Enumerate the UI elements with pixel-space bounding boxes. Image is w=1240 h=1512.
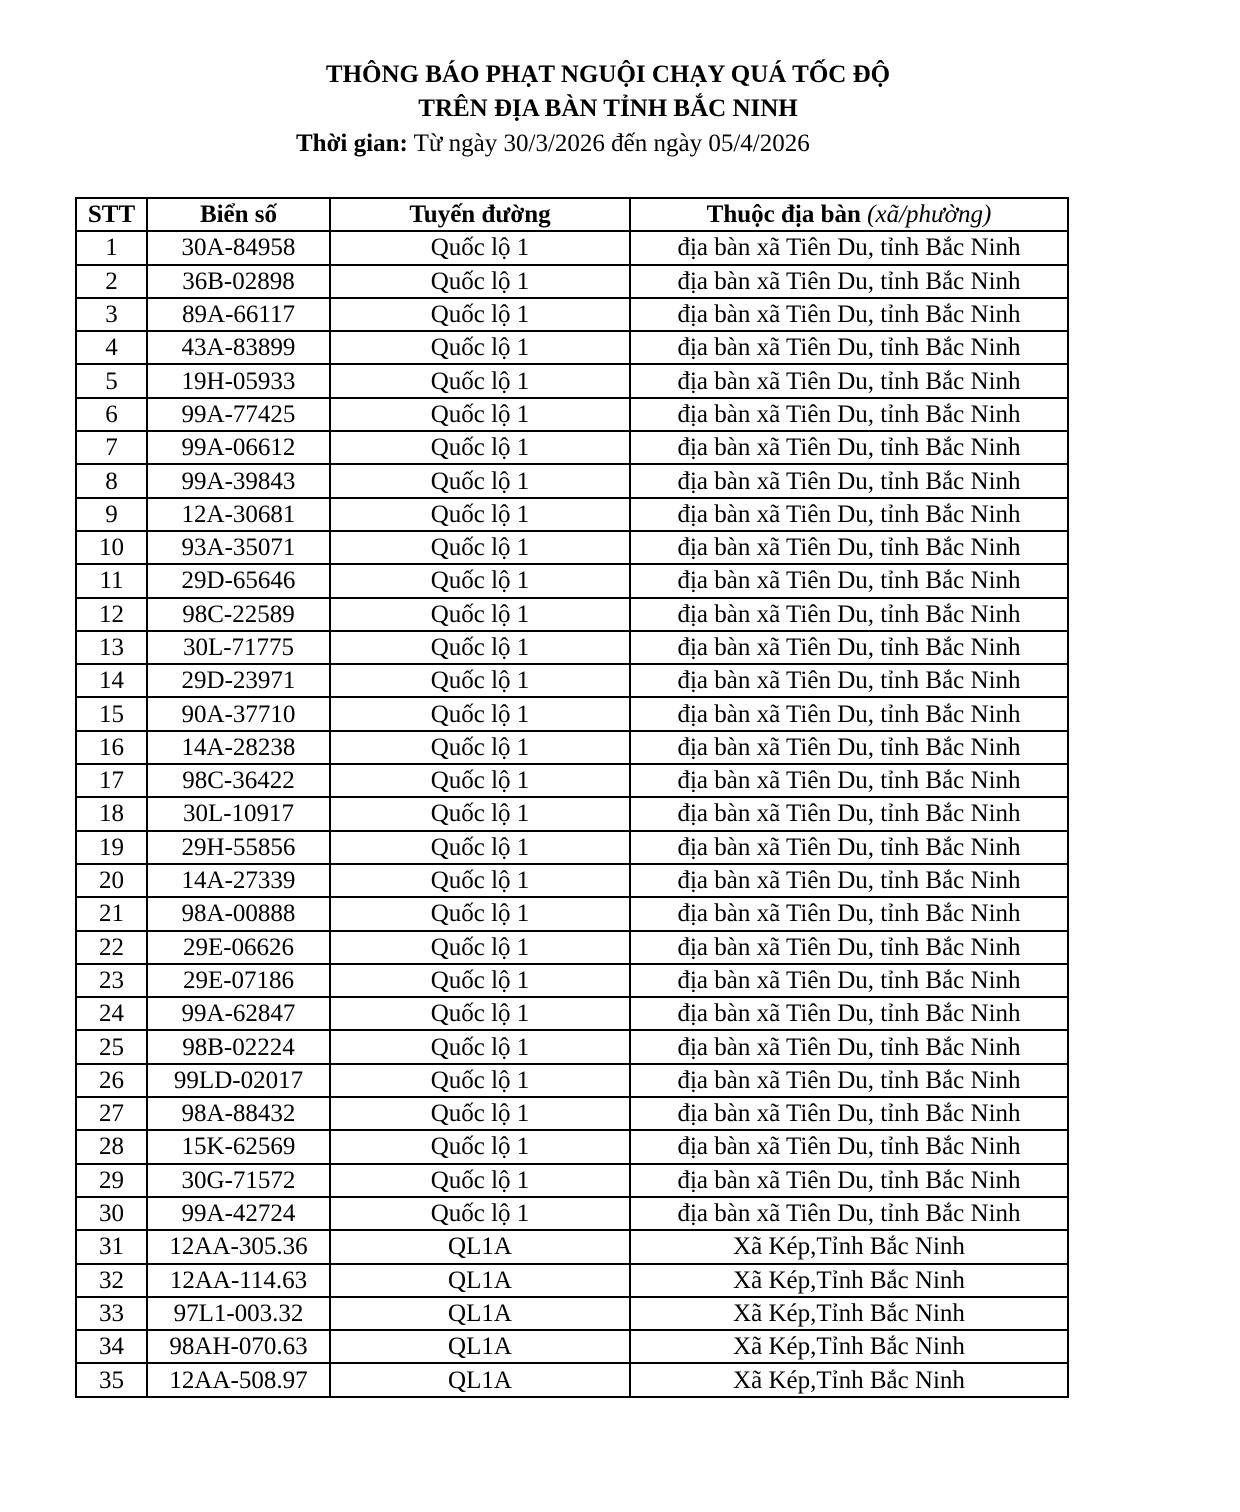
cell-area: địa bàn xã Tiên Du, tỉnh Bắc Ninh bbox=[630, 1197, 1068, 1230]
cell-area: Xã Kép,Tỉnh Bắc Ninh bbox=[630, 1363, 1068, 1396]
cell-route: QL1A bbox=[330, 1297, 630, 1330]
table-row bbox=[76, 764, 1068, 797]
cell-route: Quốc lộ 1 bbox=[330, 1197, 630, 1230]
cell-area: Xã Kép,Tỉnh Bắc Ninh bbox=[630, 1330, 1068, 1363]
cell-stt: 24 bbox=[76, 997, 147, 1030]
cell-stt: 19 bbox=[76, 831, 147, 864]
cell-stt: 9 bbox=[76, 498, 147, 531]
cell-route: Quốc lộ 1 bbox=[330, 398, 630, 431]
cell-stt: 10 bbox=[76, 531, 147, 564]
cell-area: Xã Kép,Tỉnh Bắc Ninh bbox=[630, 1264, 1068, 1297]
cell-route: Quốc lộ 1 bbox=[330, 764, 630, 797]
cell-stt: 23 bbox=[76, 964, 147, 997]
cell-route: Quốc lộ 1 bbox=[330, 897, 630, 930]
cell-area: địa bàn xã Tiên Du, tỉnh Bắc Ninh bbox=[630, 364, 1068, 397]
cell-plate: 15K-62569 bbox=[147, 1130, 330, 1163]
cell-plate: 29E-06626 bbox=[147, 931, 330, 964]
cell-plate: 90A-37710 bbox=[147, 697, 330, 730]
cell-route: Quốc lộ 1 bbox=[330, 1030, 630, 1063]
table-row bbox=[76, 1330, 1068, 1363]
cell-plate: 89A-66117 bbox=[147, 298, 330, 331]
time-label: Thời gian: bbox=[296, 130, 408, 157]
table-row bbox=[76, 697, 1068, 730]
cell-stt: 22 bbox=[76, 931, 147, 964]
cell-stt: 31 bbox=[76, 1230, 147, 1263]
column-header-plate: Biển số bbox=[147, 198, 330, 231]
cell-area: địa bàn xã Tiên Du, tỉnh Bắc Ninh bbox=[630, 1064, 1068, 1097]
cell-route: Quốc lộ 1 bbox=[330, 431, 630, 464]
table-row bbox=[76, 864, 1068, 897]
cell-area: địa bàn xã Tiên Du, tỉnh Bắc Ninh bbox=[630, 398, 1068, 431]
table-row bbox=[76, 831, 1068, 864]
cell-stt: 26 bbox=[76, 1064, 147, 1097]
cell-route: Quốc lộ 1 bbox=[330, 364, 630, 397]
cell-area: địa bàn xã Tiên Du, tỉnh Bắc Ninh bbox=[630, 464, 1068, 497]
cell-plate: 12AA-305.36 bbox=[147, 1230, 330, 1263]
cell-route: Quốc lộ 1 bbox=[330, 831, 630, 864]
cell-stt: 33 bbox=[76, 1297, 147, 1330]
cell-area: địa bàn xã Tiên Du, tỉnh Bắc Ninh bbox=[630, 598, 1068, 631]
table-row bbox=[76, 1264, 1068, 1297]
cell-area: địa bàn xã Tiên Du, tỉnh Bắc Ninh bbox=[630, 931, 1068, 964]
cell-stt: 13 bbox=[76, 631, 147, 664]
cell-area: địa bàn xã Tiên Du, tỉnh Bắc Ninh bbox=[630, 764, 1068, 797]
cell-route: Quốc lộ 1 bbox=[330, 265, 630, 298]
cell-route: Quốc lộ 1 bbox=[330, 498, 630, 531]
cell-area: địa bàn xã Tiên Du, tỉnh Bắc Ninh bbox=[630, 265, 1068, 298]
cell-plate: 99A-77425 bbox=[147, 398, 330, 431]
cell-route: Quốc lộ 1 bbox=[330, 731, 630, 764]
cell-area: địa bàn xã Tiên Du, tỉnh Bắc Ninh bbox=[630, 997, 1068, 1030]
cell-route: Quốc lộ 1 bbox=[330, 631, 630, 664]
column-header-area bbox=[630, 198, 1068, 231]
cell-plate: 36B-02898 bbox=[147, 265, 330, 298]
cell-area: địa bàn xã Tiên Du, tỉnh Bắc Ninh bbox=[630, 897, 1068, 930]
cell-area: địa bàn xã Tiên Du, tỉnh Bắc Ninh bbox=[630, 731, 1068, 764]
cell-stt: 6 bbox=[76, 398, 147, 431]
cell-route: QL1A bbox=[330, 1363, 630, 1396]
cell-area: địa bàn xã Tiên Du, tỉnh Bắc Ninh bbox=[630, 331, 1068, 364]
cell-plate: 93A-35071 bbox=[147, 531, 330, 564]
cell-route: Quốc lộ 1 bbox=[330, 231, 630, 264]
cell-plate: 98C-22589 bbox=[147, 598, 330, 631]
cell-plate: 98C-36422 bbox=[147, 764, 330, 797]
cell-stt: 25 bbox=[76, 1030, 147, 1063]
page-title: THÔNG BÁO PHẠT NGUỘI CHẠY QUÁ TỐC ĐỘ bbox=[325, 61, 891, 88]
cell-plate: 19H-05933 bbox=[147, 364, 330, 397]
cell-stt: 5 bbox=[76, 364, 147, 397]
cell-area: địa bàn xã Tiên Du, tỉnh Bắc Ninh bbox=[630, 231, 1068, 264]
column-header-area-note: (xã/phường) bbox=[867, 201, 992, 229]
column-header-stt: STT bbox=[76, 198, 147, 231]
cell-plate: 29D-65646 bbox=[147, 564, 330, 597]
cell-area: địa bàn xã Tiên Du, tỉnh Bắc Ninh bbox=[630, 1030, 1068, 1063]
table-row bbox=[76, 997, 1068, 1030]
cell-plate: 12AA-508.97 bbox=[147, 1363, 330, 1396]
cell-plate: 97L1-003.32 bbox=[147, 1297, 330, 1330]
cell-stt: 21 bbox=[76, 897, 147, 930]
cell-plate: 99A-39843 bbox=[147, 464, 330, 497]
cell-stt: 16 bbox=[76, 731, 147, 764]
table-row bbox=[76, 431, 1068, 464]
cell-plate: 30L-71775 bbox=[147, 631, 330, 664]
table-row bbox=[76, 265, 1068, 298]
cell-stt: 18 bbox=[76, 797, 147, 830]
column-header-area-label: Thuộc địa bàn bbox=[706, 201, 868, 229]
table-row bbox=[76, 964, 1068, 997]
cell-area: Xã Kép,Tỉnh Bắc Ninh bbox=[630, 1230, 1068, 1263]
table-row bbox=[76, 1097, 1068, 1130]
table-row bbox=[76, 531, 1068, 564]
cell-area: địa bàn xã Tiên Du, tỉnh Bắc Ninh bbox=[630, 797, 1068, 830]
cell-plate: 29H-55856 bbox=[147, 831, 330, 864]
cell-area: địa bàn xã Tiên Du, tỉnh Bắc Ninh bbox=[630, 864, 1068, 897]
cell-route: QL1A bbox=[330, 1330, 630, 1363]
cell-plate: 43A-83899 bbox=[147, 331, 330, 364]
cell-plate: 12A-30681 bbox=[147, 498, 330, 531]
cell-route: Quốc lộ 1 bbox=[330, 797, 630, 830]
cell-area: Xã Kép,Tỉnh Bắc Ninh bbox=[630, 1297, 1068, 1330]
cell-plate: 99A-42724 bbox=[147, 1197, 330, 1230]
cell-route: Quốc lộ 1 bbox=[330, 964, 630, 997]
cell-area: địa bàn xã Tiên Du, tỉnh Bắc Ninh bbox=[630, 298, 1068, 331]
cell-plate: 98A-88432 bbox=[147, 1097, 330, 1130]
cell-route: Quốc lộ 1 bbox=[330, 1164, 630, 1197]
table-row bbox=[76, 464, 1068, 497]
cell-area: địa bàn xã Tiên Du, tỉnh Bắc Ninh bbox=[630, 964, 1068, 997]
cell-area: địa bàn xã Tiên Du, tỉnh Bắc Ninh bbox=[630, 1164, 1068, 1197]
table-row bbox=[76, 364, 1068, 397]
table-row bbox=[76, 298, 1068, 331]
cell-area: địa bàn xã Tiên Du, tỉnh Bắc Ninh bbox=[630, 697, 1068, 730]
table-row bbox=[76, 231, 1068, 264]
time-range bbox=[296, 128, 810, 160]
cell-area: địa bàn xã Tiên Du, tỉnh Bắc Ninh bbox=[630, 498, 1068, 531]
cell-stt: 17 bbox=[76, 764, 147, 797]
cell-route: QL1A bbox=[330, 1230, 630, 1263]
cell-stt: 28 bbox=[76, 1130, 147, 1163]
table-body bbox=[76, 231, 1068, 1396]
table-row bbox=[76, 1197, 1068, 1230]
cell-stt: 14 bbox=[76, 664, 147, 697]
cell-route: Quốc lộ 1 bbox=[330, 664, 630, 697]
cell-route: Quốc lộ 1 bbox=[330, 864, 630, 897]
cell-stt: 20 bbox=[76, 864, 147, 897]
cell-area: địa bàn xã Tiên Du, tỉnh Bắc Ninh bbox=[630, 531, 1068, 564]
cell-stt: 12 bbox=[76, 598, 147, 631]
cell-stt: 30 bbox=[76, 1197, 147, 1230]
table-row bbox=[76, 498, 1068, 531]
cell-route: QL1A bbox=[330, 1264, 630, 1297]
cell-plate: 14A-28238 bbox=[147, 731, 330, 764]
cell-plate: 29D-23971 bbox=[147, 664, 330, 697]
time-value: Từ ngày 30/3/2026 đến ngày 05/4/2026 bbox=[407, 130, 810, 157]
cell-area: địa bàn xã Tiên Du, tỉnh Bắc Ninh bbox=[630, 631, 1068, 664]
cell-route: Quốc lộ 1 bbox=[330, 997, 630, 1030]
cell-stt: 32 bbox=[76, 1264, 147, 1297]
table-row bbox=[76, 1064, 1068, 1097]
table-row bbox=[76, 1297, 1068, 1330]
cell-stt: 15 bbox=[76, 697, 147, 730]
cell-stt: 4 bbox=[76, 331, 147, 364]
table-row bbox=[76, 1030, 1068, 1063]
cell-route: Quốc lộ 1 bbox=[330, 1130, 630, 1163]
cell-route: Quốc lộ 1 bbox=[330, 1097, 630, 1130]
cell-stt: 35 bbox=[76, 1363, 147, 1396]
cell-route: Quốc lộ 1 bbox=[330, 531, 630, 564]
cell-plate: 98B-02224 bbox=[147, 1030, 330, 1063]
table-row bbox=[76, 631, 1068, 664]
table-header-row bbox=[76, 198, 1068, 231]
cell-route: Quốc lộ 1 bbox=[330, 298, 630, 331]
cell-stt: 2 bbox=[76, 265, 147, 298]
cell-stt: 3 bbox=[76, 298, 147, 331]
cell-route: Quốc lộ 1 bbox=[330, 331, 630, 364]
table-row bbox=[76, 564, 1068, 597]
cell-stt: 27 bbox=[76, 1097, 147, 1130]
table-row bbox=[76, 797, 1068, 830]
cell-route: Quốc lộ 1 bbox=[330, 564, 630, 597]
table-row bbox=[76, 598, 1068, 631]
cell-stt: 11 bbox=[76, 564, 147, 597]
cell-stt: 1 bbox=[76, 231, 147, 264]
table-row bbox=[76, 1363, 1068, 1396]
table-row bbox=[76, 1230, 1068, 1263]
cell-plate: 30A-84958 bbox=[147, 231, 330, 264]
cell-stt: 8 bbox=[76, 464, 147, 497]
table-row bbox=[76, 398, 1068, 431]
column-header-route: Tuyến đường bbox=[330, 198, 630, 231]
table-row bbox=[76, 931, 1068, 964]
cell-area: địa bàn xã Tiên Du, tỉnh Bắc Ninh bbox=[630, 831, 1068, 864]
violations-table bbox=[75, 197, 1069, 1398]
cell-plate: 99LD-02017 bbox=[147, 1064, 330, 1097]
cell-plate: 29E-07186 bbox=[147, 964, 330, 997]
cell-area: địa bàn xã Tiên Du, tỉnh Bắc Ninh bbox=[630, 664, 1068, 697]
cell-area: địa bàn xã Tiên Du, tỉnh Bắc Ninh bbox=[630, 1097, 1068, 1130]
cell-route: Quốc lộ 1 bbox=[330, 464, 630, 497]
table-row bbox=[76, 897, 1068, 930]
cell-stt: 34 bbox=[76, 1330, 147, 1363]
cell-plate: 99A-06612 bbox=[147, 431, 330, 464]
table-row bbox=[76, 1130, 1068, 1163]
cell-area: địa bàn xã Tiên Du, tỉnh Bắc Ninh bbox=[630, 564, 1068, 597]
table-row bbox=[76, 331, 1068, 364]
cell-area: địa bàn xã Tiên Du, tỉnh Bắc Ninh bbox=[630, 1130, 1068, 1163]
cell-route: Quốc lộ 1 bbox=[330, 931, 630, 964]
table-row bbox=[76, 731, 1068, 764]
cell-plate: 30L-10917 bbox=[147, 797, 330, 830]
cell-plate: 30G-71572 bbox=[147, 1164, 330, 1197]
table-row bbox=[76, 1164, 1068, 1197]
cell-stt: 29 bbox=[76, 1164, 147, 1197]
cell-plate: 98AH-070.63 bbox=[147, 1330, 330, 1363]
table-row bbox=[76, 664, 1068, 697]
cell-plate: 14A-27339 bbox=[147, 864, 330, 897]
cell-area: địa bàn xã Tiên Du, tỉnh Bắc Ninh bbox=[630, 431, 1068, 464]
cell-plate: 98A-00888 bbox=[147, 897, 330, 930]
cell-plate: 12AA-114.63 bbox=[147, 1264, 330, 1297]
cell-plate: 99A-62847 bbox=[147, 997, 330, 1030]
cell-route: Quốc lộ 1 bbox=[330, 697, 630, 730]
page-subtitle: TRÊN ĐỊA BÀN TỈNH BẮC NINH bbox=[418, 95, 798, 122]
cell-route: Quốc lộ 1 bbox=[330, 598, 630, 631]
cell-route: Quốc lộ 1 bbox=[330, 1064, 630, 1097]
cell-stt: 7 bbox=[76, 431, 147, 464]
